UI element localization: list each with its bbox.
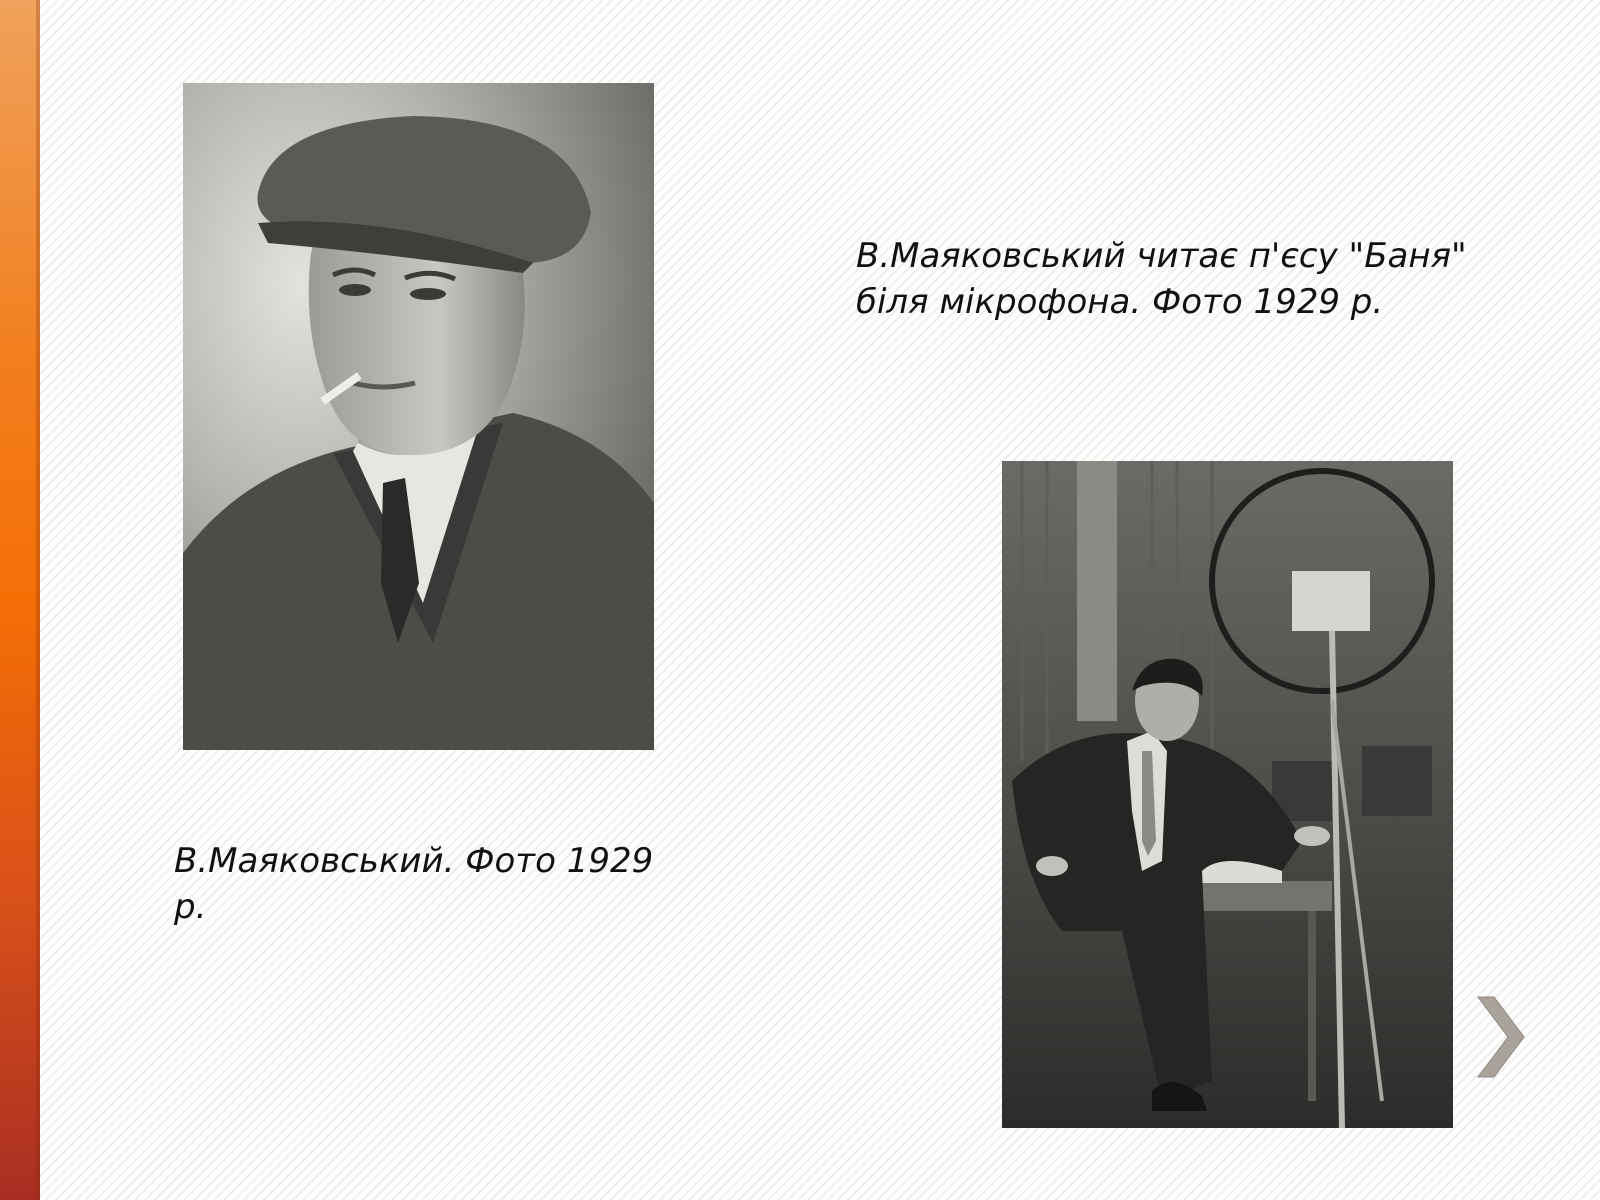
portrait-caption: В.Маяковський. Фото 1929 р. bbox=[174, 841, 654, 927]
reading-at-microphone-photo bbox=[1002, 461, 1453, 1128]
accent-side-bar bbox=[0, 0, 40, 1200]
portrait-photo bbox=[183, 83, 654, 750]
next-slide-button[interactable] bbox=[1476, 995, 1526, 1080]
chevron-right-icon bbox=[1476, 995, 1526, 1080]
reading-caption: В.Маяковський читає п'єсу "Баня" біля мікрофона. Фото 1929 р. bbox=[856, 236, 1467, 322]
